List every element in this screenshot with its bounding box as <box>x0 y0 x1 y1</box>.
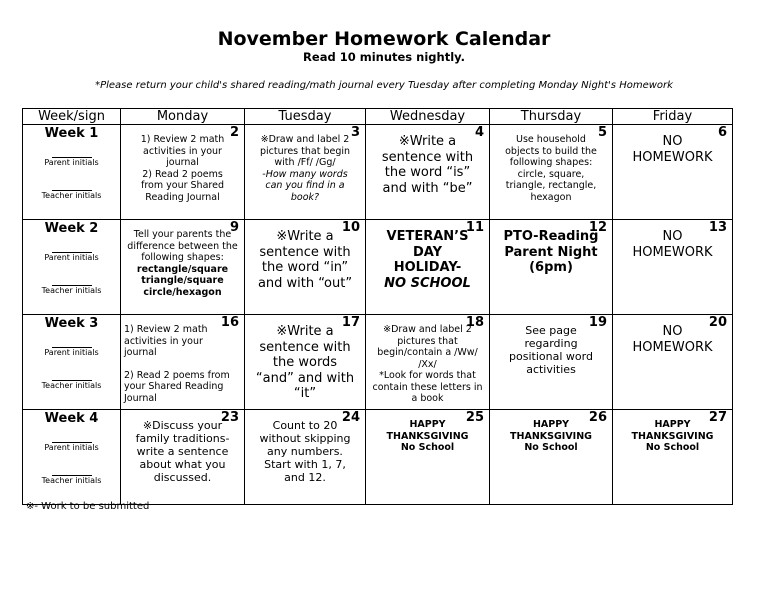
assignment-line: write a sentence <box>136 445 229 458</box>
assignment-line: from your Shared <box>141 180 224 191</box>
day-cell <box>490 220 613 315</box>
assignment-line: your Shared Reading <box>124 381 224 392</box>
day-cell <box>121 125 245 220</box>
day-cell <box>121 220 245 315</box>
assignment-line: HAPPY <box>654 419 691 430</box>
teacher-initials-label: Teacher initials <box>41 286 102 295</box>
assignment-text <box>369 229 486 291</box>
assignment-line: 2) Read 2 poems from <box>124 369 230 381</box>
column-header-week: Week/sign <box>23 109 121 125</box>
assignment-line: circle, square, <box>517 168 585 180</box>
assignment-line: and with “out” <box>257 275 353 291</box>
teacher-initials-label: Teacher initials <box>41 476 102 485</box>
signature-line <box>52 180 92 191</box>
assignment-text <box>248 229 362 291</box>
signature-line <box>52 432 92 443</box>
day-cell <box>366 220 490 315</box>
day-number: 5 <box>597 125 607 140</box>
assignment-line: HAPPY <box>409 419 446 430</box>
assignment-line: activities in your <box>124 335 203 347</box>
week-sign-cell <box>23 410 121 505</box>
assignment-line: difference between the <box>127 240 238 252</box>
assignment-line: the word “in” <box>261 260 349 275</box>
week-label: Week 2 <box>44 221 99 236</box>
assignment-line: book? <box>290 191 320 203</box>
day-cell <box>613 125 733 220</box>
assignment-line: ※Write a <box>398 134 457 149</box>
assignment-line: HAPPY <box>532 419 570 430</box>
assignment-text <box>369 324 486 405</box>
assignment-line: family traditions- <box>135 432 230 445</box>
week-row <box>23 410 733 505</box>
day-number: 27 <box>708 410 727 425</box>
assignment-line: sentence with <box>381 149 474 165</box>
column-header-wednesday: Wednesday <box>366 109 490 125</box>
assignment-line: about what you <box>139 458 226 471</box>
assignment-line: Journal <box>124 392 157 404</box>
assignment-line: HOMEWORK <box>632 244 713 260</box>
day-number: 16 <box>220 315 239 330</box>
assignment-text <box>369 419 486 454</box>
assignment-line: No School <box>645 442 700 453</box>
assignment-text <box>248 324 362 402</box>
assignment-line: following shapes: <box>509 157 593 168</box>
day-number: 23 <box>220 410 239 425</box>
day-number: 25 <box>465 410 484 425</box>
signature-line <box>52 147 92 158</box>
assignment-text <box>616 134 729 165</box>
column-header-friday: Friday <box>613 109 733 125</box>
assignment-line: journal <box>166 157 199 168</box>
day-cell <box>613 220 733 315</box>
header-row <box>23 109 733 125</box>
assignment-line: Tell your parents the <box>133 229 232 240</box>
assignment-text <box>493 134 609 203</box>
day-number: 13 <box>708 220 727 235</box>
parent-initials-label: Parent initials <box>44 253 99 262</box>
week-sign-cell <box>23 125 121 220</box>
signature-line <box>52 370 92 381</box>
day-cell <box>121 315 245 410</box>
assignment-line: 1) Review 2 math <box>140 134 225 145</box>
assignment-line: NO SCHOOL <box>384 275 471 291</box>
signature-line <box>52 465 92 476</box>
assignment-line: contain these letters in <box>372 381 483 393</box>
assignment-line: pictures that <box>397 335 458 347</box>
assignment-text <box>124 229 241 298</box>
teacher-initials-label: Teacher initials <box>41 381 102 390</box>
day-number: 18 <box>465 315 484 330</box>
assignment-line: NO <box>662 134 683 149</box>
day-number: 11 <box>465 220 484 235</box>
day-cell <box>245 315 366 410</box>
footnote: ※- Work to be submitted <box>26 501 150 512</box>
assignment-line: Reading Journal <box>145 191 220 203</box>
assignment-text <box>124 134 241 203</box>
assignment-text <box>248 134 362 203</box>
assignment-line: VETERAN’S <box>386 229 469 244</box>
assignment-line: HOMEWORK <box>632 149 713 165</box>
assignment-text <box>493 324 609 376</box>
week-label: Week 1 <box>44 126 99 141</box>
assignment-line: ※Write a <box>276 229 334 244</box>
day-cell <box>366 410 490 505</box>
day-number: 24 <box>341 410 360 425</box>
assignment-line: HOLIDAY- <box>393 260 462 275</box>
journal-note: *Please return your child's shared reading/math journal every Tuesday after completing Monday Night's Homework <box>95 80 673 91</box>
day-cell <box>613 410 733 505</box>
assignment-line: circle/hexagon <box>143 286 222 298</box>
week-label: Week 4 <box>44 411 99 426</box>
day-number: 12 <box>588 220 607 235</box>
teacher-initials-label: Teacher initials <box>41 191 102 200</box>
assignment-line: and 12. <box>284 471 326 484</box>
assignment-line: HOMEWORK <box>632 339 713 355</box>
assignment-line: PTO-Reading <box>503 229 599 244</box>
assignment-line: No School <box>524 442 578 453</box>
assignment-line: 1) Review 2 math <box>124 324 208 335</box>
assignment-line: journal <box>124 347 157 358</box>
assignment-line: Parent Night <box>504 244 598 260</box>
day-cell <box>366 315 490 410</box>
day-number: 9 <box>229 220 239 235</box>
assignment-line: regarding <box>524 337 578 350</box>
assignment-line: (6pm) <box>529 260 573 275</box>
assignment-line: -How many words <box>262 168 348 180</box>
assignment-line: hexagon <box>530 191 572 203</box>
assignment-line: THANKSGIVING <box>631 430 714 442</box>
day-number: 17 <box>341 315 360 330</box>
week-label: Week 3 <box>44 316 99 331</box>
week-row <box>23 315 733 410</box>
assignment-line: with /Ff/ /Gg/ <box>274 157 336 168</box>
assignment-line: pictures that begin <box>259 145 351 157</box>
assignment-line: triangle, rectangle, <box>505 180 597 191</box>
day-cell <box>121 410 245 505</box>
assignment-line: and with “be” <box>382 180 473 196</box>
assignment-text <box>616 324 729 355</box>
assignment-line: ※Write a <box>276 324 334 339</box>
assignment-line: /Xx/ <box>418 358 437 370</box>
day-cell <box>245 125 366 220</box>
signature-line <box>52 242 92 253</box>
assignment-text <box>124 419 241 484</box>
assignment-line: following shapes: <box>141 252 224 263</box>
assignment-line: triangle/square <box>141 275 224 286</box>
assignment-text <box>248 419 362 484</box>
assignment-line: ※Discuss your <box>142 419 223 432</box>
assignment-line: Use household <box>516 134 586 145</box>
homework-calendar <box>22 108 733 505</box>
day-cell <box>245 410 366 505</box>
assignment-line: THANKSGIVING <box>386 430 469 442</box>
assignment-line: sentence with <box>259 339 351 355</box>
assignment-line <box>124 359 241 370</box>
page-title: November Homework Calendar <box>217 28 551 50</box>
assignment-line: begin/contain a /Ww/ <box>377 347 478 358</box>
assignment-text <box>369 134 486 196</box>
assignment-line: activities <box>526 363 576 376</box>
day-cell <box>366 125 490 220</box>
day-number: 3 <box>350 125 360 140</box>
day-number: 10 <box>341 220 360 235</box>
week-sign-cell <box>23 315 121 410</box>
assignment-text <box>493 419 609 454</box>
assignment-line: Count to 20 <box>272 419 338 432</box>
day-cell <box>245 220 366 315</box>
assignment-line: without skipping <box>259 432 351 445</box>
assignment-line: No School <box>400 442 455 453</box>
day-number: 4 <box>474 125 484 140</box>
assignment-line: rectangle/square <box>136 263 229 275</box>
column-header-thursday: Thursday <box>490 109 613 125</box>
week-row <box>23 125 733 220</box>
column-header-tuesday: Tuesday <box>245 109 366 125</box>
signature-line <box>52 275 92 286</box>
assignment-line: “and” and with <box>255 370 355 386</box>
assignment-text <box>124 324 241 404</box>
assignment-line: any numbers. <box>267 445 343 458</box>
week-row <box>23 220 733 315</box>
assignment-line: NO <box>662 229 683 244</box>
parent-initials-label: Parent initials <box>44 158 99 167</box>
day-number: 19 <box>588 315 607 330</box>
assignment-line: sentence with <box>259 244 351 260</box>
assignment-text <box>616 229 729 260</box>
day-number: 6 <box>717 125 727 140</box>
page-subtitle: Read 10 minutes nightly. <box>303 50 465 64</box>
assignment-line: NO <box>662 324 683 339</box>
assignment-line: can you find in a <box>265 180 345 191</box>
day-number: 2 <box>229 125 239 140</box>
assignment-line: the words <box>272 355 338 370</box>
day-cell <box>490 125 613 220</box>
day-cell <box>490 315 613 410</box>
assignment-line: activities in your <box>143 145 222 157</box>
assignment-line: *Look for words that <box>379 370 476 381</box>
assignment-line: See page <box>525 324 577 337</box>
assignment-line: the word “is” <box>384 165 471 180</box>
assignment-text <box>616 419 729 454</box>
assignment-line: positional word <box>509 350 593 363</box>
assignment-text <box>493 229 609 276</box>
day-number: 26 <box>588 410 607 425</box>
parent-initials-label: Parent initials <box>44 443 99 452</box>
assignment-line: discussed. <box>153 471 212 484</box>
signature-line <box>52 337 92 348</box>
assignment-line: 2) Read 2 poems <box>142 168 223 180</box>
assignment-line: “it” <box>293 386 317 401</box>
assignment-line: ※Draw and label 2 <box>383 324 472 335</box>
day-number: 20 <box>708 315 727 330</box>
parent-initials-label: Parent initials <box>44 348 99 357</box>
column-header-monday: Monday <box>121 109 245 125</box>
assignment-line: a book <box>411 393 444 404</box>
day-cell <box>490 410 613 505</box>
week-sign-cell <box>23 220 121 315</box>
day-cell <box>613 315 733 410</box>
assignment-line: Start with 1, 7, <box>264 458 346 471</box>
assignment-line: ※Draw and label 2 <box>260 134 350 145</box>
assignment-line: THANKSGIVING <box>510 430 592 442</box>
assignment-line: objects to build the <box>505 145 597 157</box>
assignment-line: DAY <box>412 244 443 260</box>
